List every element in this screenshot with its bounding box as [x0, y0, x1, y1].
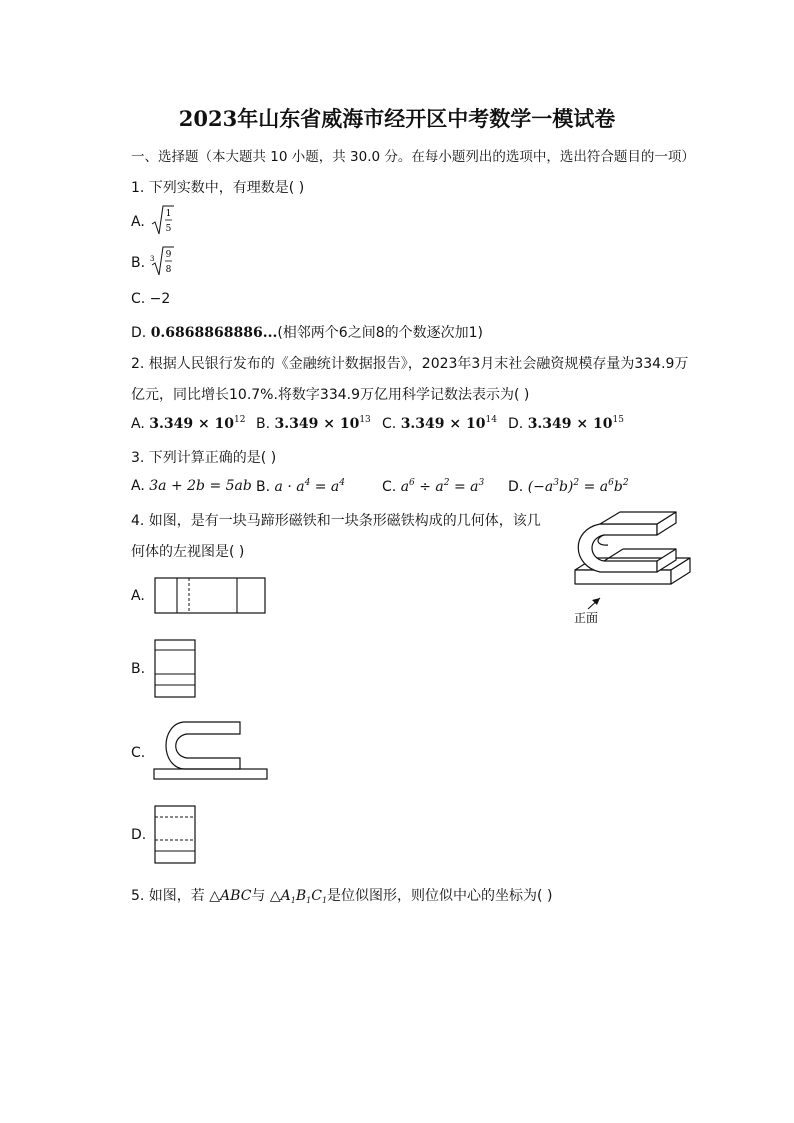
q2-d-exp: 15 — [612, 415, 624, 425]
q5-pre: 5. 如图，若 △ — [131, 888, 221, 904]
q1-option-a-label: A. — [131, 214, 145, 230]
q2-option-a — [131, 415, 246, 432]
q1-b-numerator: 9 — [165, 250, 172, 260]
q2-d-label: D. — [508, 416, 524, 432]
q1-option-b-cbrt — [148, 245, 174, 279]
q4-option-a-figure — [154, 577, 267, 615]
q3-option-c — [382, 478, 484, 495]
q2-stem-line2: 亿元，同比增长10.7%.将数字334.9万亿用科学记数法表示为( ) — [131, 387, 530, 403]
q1-stem: 1. 下列实数中，有理数是( ) — [131, 180, 305, 196]
q4-option-b-label: B. — [131, 661, 146, 677]
q2-option-c — [382, 415, 497, 432]
q1-b-index: 3 — [150, 255, 155, 263]
q3-c-mid: ÷ a — [414, 479, 444, 495]
q3-b-exp: 4 — [304, 478, 311, 488]
q3-option-a — [131, 478, 252, 494]
q1-option-c: C. −2 — [131, 291, 171, 307]
q3-b-label: B. — [256, 479, 271, 495]
q1-option-b-label: B. — [131, 255, 146, 271]
q3-d-e1: 3 — [553, 478, 559, 488]
q3-d-label: D. — [508, 479, 524, 495]
magnet-3d-figure — [560, 508, 695, 628]
q4-option-a-label: A. — [131, 588, 145, 604]
q4-option-d-figure — [154, 805, 197, 865]
q5-c1: C — [311, 888, 322, 904]
q3-d-e3: 6 — [608, 478, 614, 488]
q1-option-a-sqrt — [150, 204, 174, 238]
q2-stem-line1: 2. 根据人民银行发布的《金融统计数据报告》，2023年3月末社会融资规模存量为334.9万 — [131, 356, 689, 372]
q4-option-c-label: C. — [131, 745, 146, 761]
q5-abc: ABC — [220, 888, 252, 904]
q3-c-e1: 6 — [409, 478, 415, 488]
q3-b-rhs: = a — [310, 479, 340, 495]
q2-a-exp: 12 — [234, 415, 246, 425]
q3-stem: 3. 下列计算正确的是( ) — [131, 450, 277, 466]
q3-c-e2: 2 — [443, 478, 450, 488]
q1-option-d-label: D. — [131, 325, 147, 341]
exam-title: 2023年山东省威海市经开区中考数学一模试卷 — [178, 106, 616, 131]
q1-a-denominator: 5 — [165, 224, 172, 234]
q3-option-b — [256, 478, 345, 495]
q3-d-e4: 2 — [622, 478, 629, 488]
q3-d-rhs: = a — [579, 479, 609, 495]
q5-a1-sub: 1 — [290, 896, 296, 905]
q2-d-mantissa: 3.349 × 10 — [527, 416, 613, 432]
q5-stem — [131, 885, 552, 905]
q3-c-expr: a — [400, 479, 410, 495]
q2-option-b — [256, 415, 371, 432]
q5-c1-sub: 1 — [321, 896, 328, 905]
q1-a-numerator: 1 — [165, 209, 172, 219]
q2-option-d — [508, 415, 624, 432]
q3-a-expr: 3a + 2b = 5ab — [149, 478, 252, 494]
q1-option-d-note: (相邻两个6之间8的个数逐次加1) — [277, 325, 483, 341]
q3-d-e2: 2 — [573, 478, 580, 488]
q1-option-d-value: 0.6868868886... — [150, 325, 278, 341]
q2-b-label: B. — [256, 416, 271, 432]
q1-b-denominator: 8 — [165, 265, 172, 275]
q2-b-exp: 13 — [359, 415, 371, 425]
q2-a-label: A. — [131, 416, 145, 432]
section-header: 一、选择题（本大题共 10 小题，共 30.0 分。在每小题列出的选项中，选出符合题目的一项） — [131, 149, 695, 165]
q3-b-rhs-exp: 4 — [339, 478, 346, 488]
q3-c-label: C. — [382, 479, 397, 495]
q5-mid: 与 △ — [251, 888, 281, 904]
q3-d-b: b) — [558, 479, 574, 495]
q3-b-expr: a · a — [274, 479, 305, 495]
q5-post: 是位似图形，则位似中心的坐标为( ) — [327, 888, 553, 904]
q5-b1-sub: 1 — [306, 896, 312, 905]
q2-b-mantissa: 3.349 × 10 — [274, 416, 360, 432]
q2-c-label: C. — [382, 416, 397, 432]
q4-option-b-figure — [154, 639, 197, 699]
q3-d-b2: b — [613, 479, 623, 495]
q4-option-d-label: D. — [131, 827, 147, 843]
q4-option-c-figure — [152, 718, 270, 782]
q4-stem-line2: 何体的左视图是( ) — [131, 544, 245, 560]
q3-d-expr: (−a — [527, 479, 554, 495]
q3-option-d — [508, 478, 629, 495]
q2-c-mantissa: 3.349 × 10 — [400, 416, 486, 432]
q4-stem-line1: 4. 如图，是有一块马蹄形磁铁和一块条形磁铁构成的几何体，该几 — [131, 513, 541, 529]
q3-c-e3: 3 — [478, 478, 485, 488]
q1-option-d — [131, 322, 483, 342]
q2-a-mantissa: 3.349 × 10 — [149, 416, 235, 432]
q5-b1: B — [295, 888, 307, 904]
q3-c-rhs: = a — [449, 479, 479, 495]
front-view-label: 正面 — [574, 611, 599, 625]
q2-c-exp: 14 — [485, 415, 497, 425]
q5-a1: A — [280, 888, 291, 904]
q3-a-label: A. — [131, 478, 145, 494]
